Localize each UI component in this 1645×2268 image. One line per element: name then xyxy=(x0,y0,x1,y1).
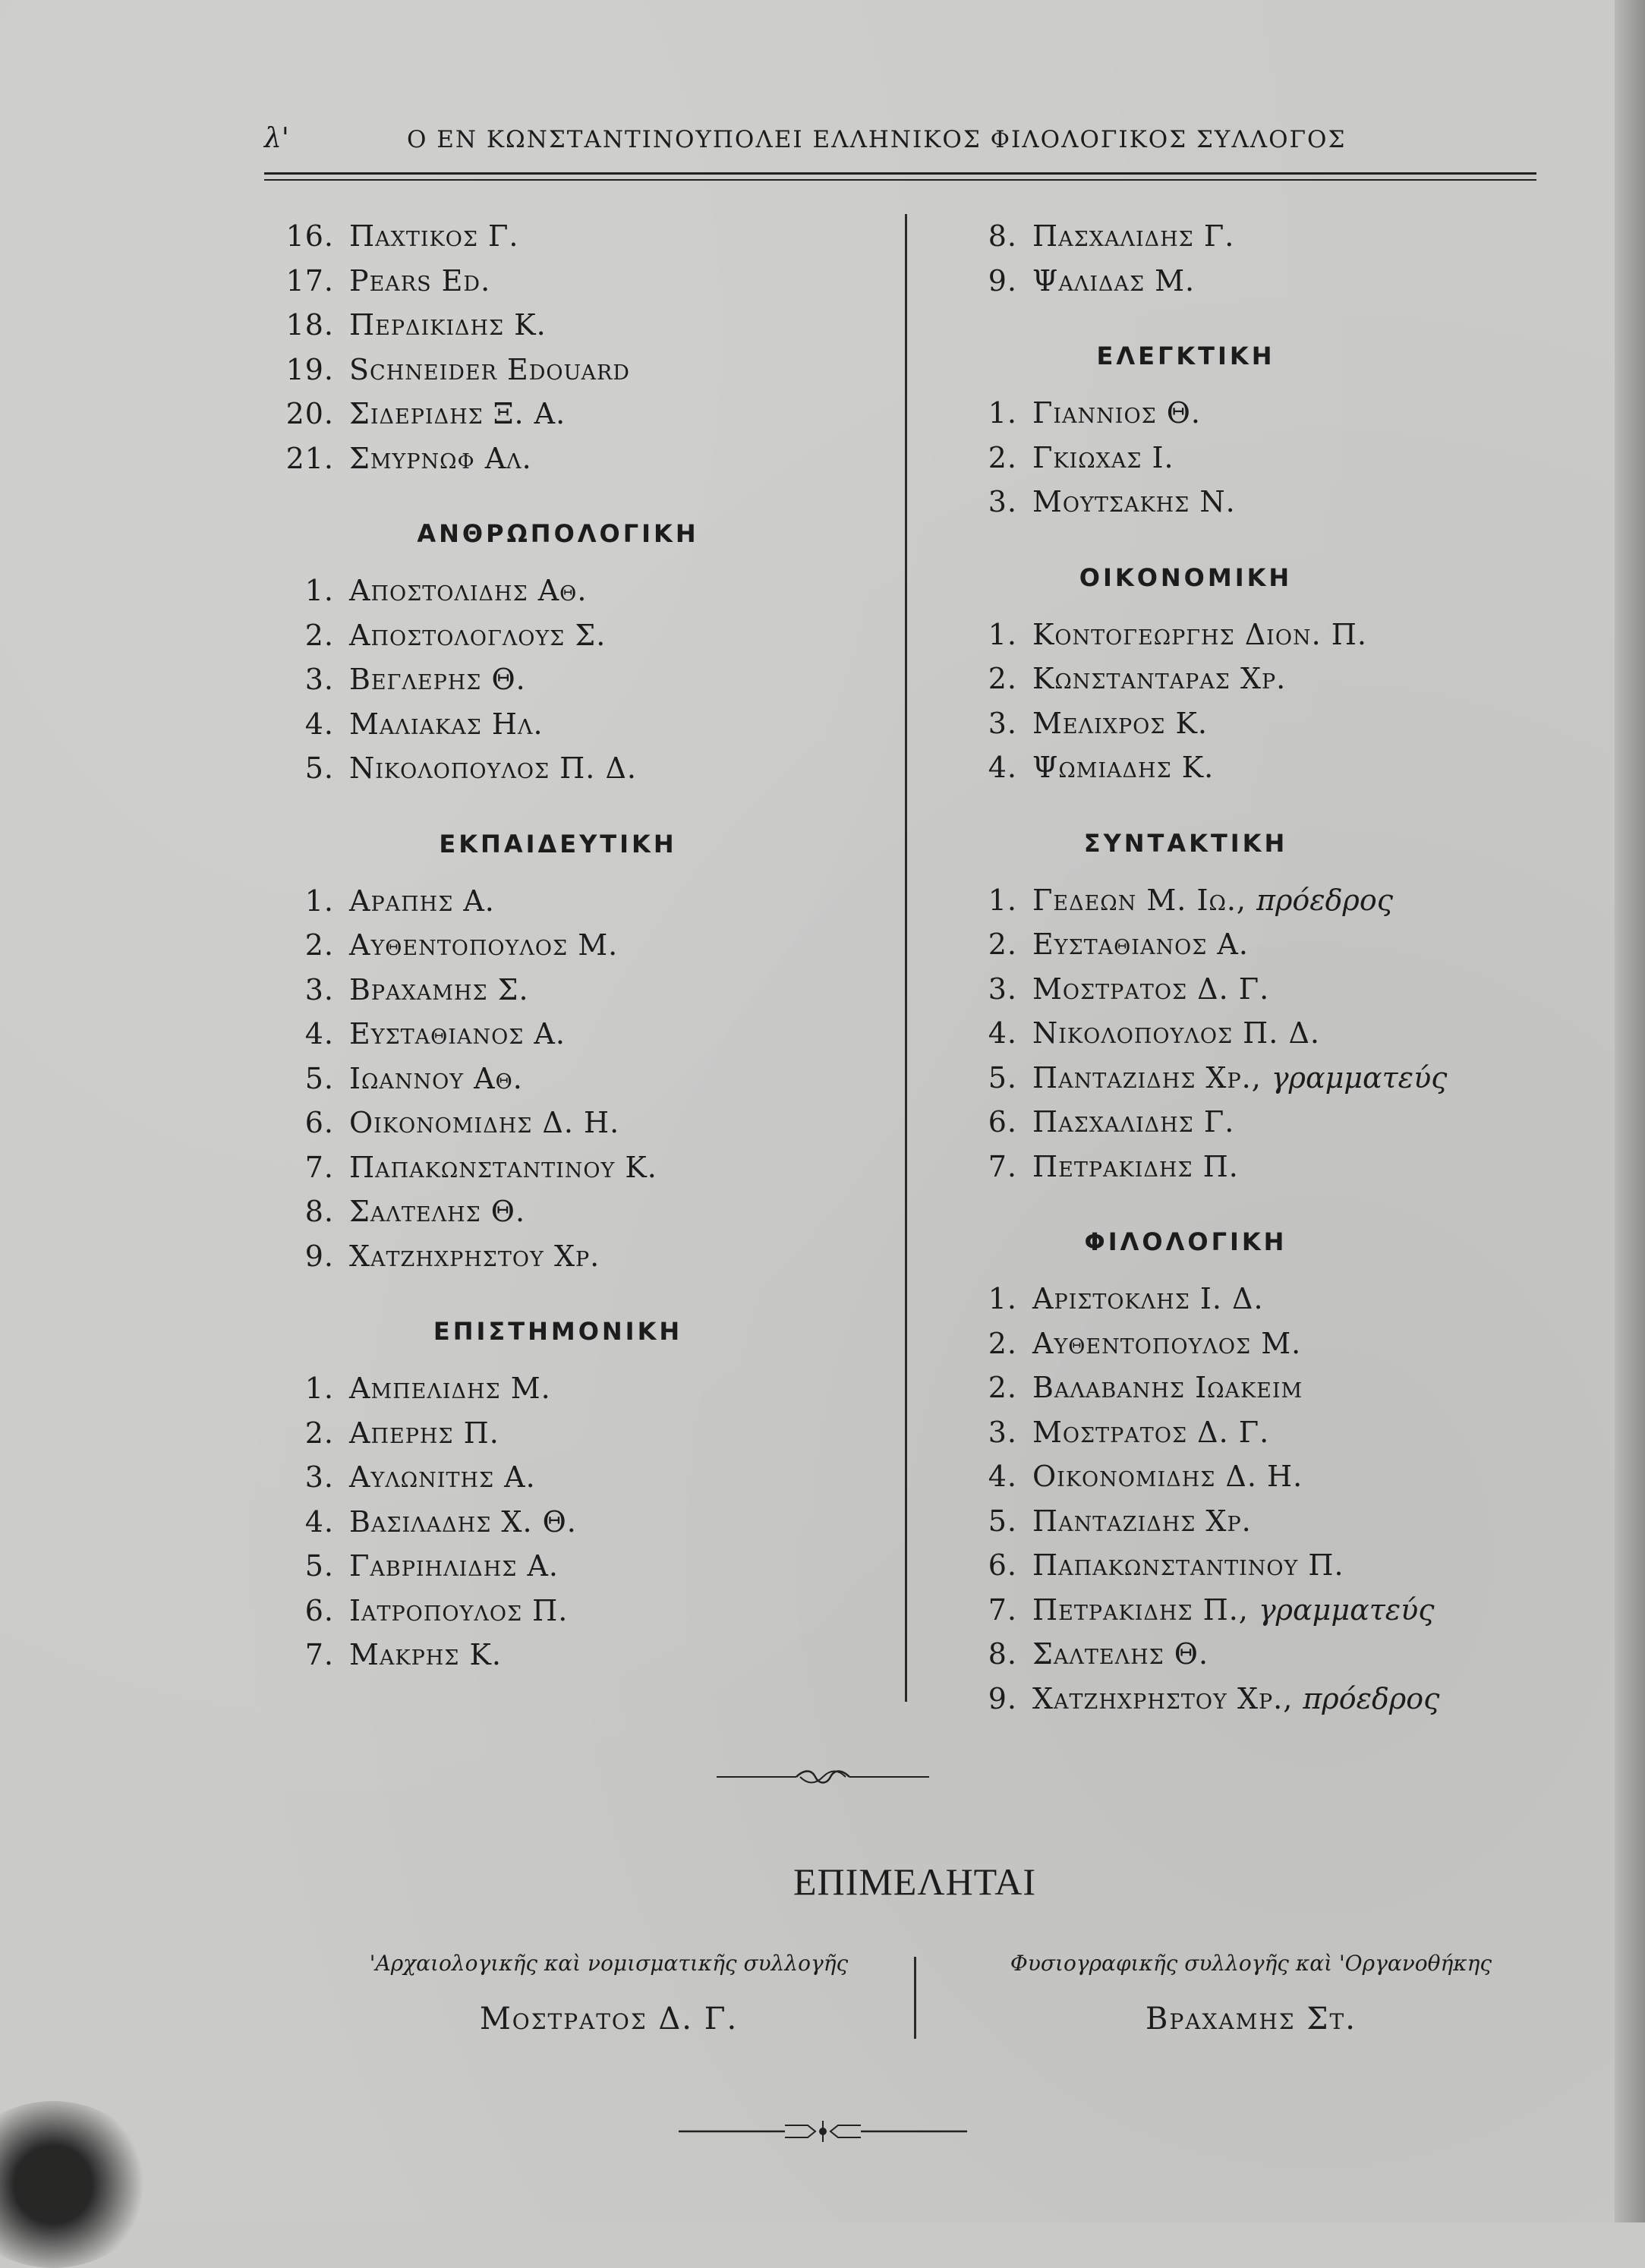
list-item xyxy=(958,1677,1565,1721)
item-number: 1. xyxy=(304,1372,334,1405)
list-item xyxy=(958,745,1565,790)
list-item xyxy=(958,480,1565,524)
item-number: 4. xyxy=(304,707,334,741)
item-number: 21. xyxy=(285,441,334,475)
list-item xyxy=(958,1011,1565,1056)
list-item xyxy=(281,1145,888,1190)
item-number: 4. xyxy=(988,1016,1017,1050)
member-name: Πετρακιδης Π., xyxy=(1032,1592,1249,1627)
member-name: Χατζηχρηστου Χρ., xyxy=(1032,1681,1294,1715)
item-number: 2. xyxy=(988,1371,1017,1404)
member-name: Πασχαλιδης Γ. xyxy=(1032,1105,1235,1139)
list-item xyxy=(281,1455,888,1500)
list-item xyxy=(958,214,1565,259)
item-number: 1. xyxy=(304,574,334,607)
item-number: 1. xyxy=(988,396,1017,430)
member-name: Μαλιακας Ηλ. xyxy=(349,707,544,741)
ornament-divider-top xyxy=(0,1766,1645,1791)
list-item xyxy=(958,878,1565,923)
item-number: 8. xyxy=(304,1195,334,1228)
list-item xyxy=(958,1321,1565,1366)
item-number: 1. xyxy=(988,1282,1017,1315)
member-name: Σαλτελης Θ. xyxy=(349,1195,526,1228)
item-number: 2. xyxy=(304,618,334,652)
list-item xyxy=(958,922,1565,967)
member-name: Πασχαλιδης Γ. xyxy=(1032,219,1235,253)
list-item xyxy=(958,259,1565,304)
member-name: Σιδεριδης Ξ. Α. xyxy=(349,397,566,430)
page-number: λ' xyxy=(264,123,289,154)
list-item xyxy=(281,613,888,658)
item-number: 2. xyxy=(988,440,1017,474)
item-number: 2. xyxy=(988,662,1017,695)
section-title: ΕΚΠΑΙΔΕΥΤΙΚΗ xyxy=(439,829,677,858)
list-item xyxy=(958,1499,1565,1544)
item-number: 2. xyxy=(988,928,1017,961)
item-number: 7. xyxy=(304,1150,334,1184)
item-number: 3. xyxy=(988,972,1017,1006)
member-name: Αποστολιδης Αθ. xyxy=(349,574,588,607)
member-name: Παχτικος Γ. xyxy=(349,219,519,253)
member-name: Πανταζιδης Χρ. xyxy=(1032,1504,1252,1538)
list-item xyxy=(281,1411,888,1456)
header-rule-thick xyxy=(264,172,1536,175)
curators-title: ΕΠΙΜΕΛΗΤΑΙ xyxy=(793,1860,1036,1903)
member-name: Χατζηχρηστου Χρ. xyxy=(349,1239,600,1273)
list-item xyxy=(281,1500,888,1545)
member-name: Ιωαννου Αθ. xyxy=(349,1061,523,1095)
item-number: 5. xyxy=(988,1060,1017,1095)
member-name: Οικονομιδης Δ. Η. xyxy=(1032,1460,1303,1493)
item-number: 4. xyxy=(304,1504,334,1539)
member-name: Οικονομιδης Δ. Η. xyxy=(349,1106,620,1139)
list-item xyxy=(281,1057,888,1101)
curator-left-label: 'Αρχαιολογικῆς καὶ νομισματικῆς συλλογῆς xyxy=(369,1951,849,1976)
member-role: γραμματεύς xyxy=(1258,1592,1435,1627)
item-number: 16. xyxy=(285,219,334,253)
left-column xyxy=(281,214,888,1677)
list-item xyxy=(958,657,1565,701)
section-title: ΣΥΝΤΑΚΤΙΚΗ xyxy=(1083,828,1288,858)
item-number: 5. xyxy=(988,1504,1017,1538)
member-name: Βραχαμης Σ. xyxy=(349,972,529,1006)
list-item xyxy=(958,1588,1565,1633)
item-number: 6. xyxy=(988,1548,1017,1582)
section-title: ΕΠΙΣΤΗΜΟΝΙΚΗ xyxy=(433,1317,683,1346)
item-number: 6. xyxy=(304,1593,334,1627)
member-name: Βασιλαδης Χ. Θ. xyxy=(349,1504,577,1539)
member-name: Πετρακιδης Π. xyxy=(1032,1149,1239,1183)
member-name: Κοντογεωργης Διον. Π. xyxy=(1032,617,1367,651)
list-item xyxy=(281,1101,888,1145)
item-number: 9. xyxy=(988,263,1017,298)
member-name: Μοστρατος Δ. Γ. xyxy=(1032,972,1270,1006)
member-name: Ευσταθιανος Α. xyxy=(349,1017,566,1051)
member-name: Μελιχρος Κ. xyxy=(1032,706,1208,740)
item-number: 3. xyxy=(988,1415,1017,1449)
item-number: 2. xyxy=(304,1416,334,1450)
list-item xyxy=(958,391,1565,436)
item-number: 5. xyxy=(304,1061,334,1095)
list-item xyxy=(281,303,888,348)
list-item xyxy=(281,1633,888,1677)
member-name: Pears Ed. xyxy=(349,263,491,298)
item-number: 19. xyxy=(285,352,334,386)
ornament-icon xyxy=(679,2116,967,2147)
list-item xyxy=(958,1277,1565,1321)
member-name: Μουτσακης Ν. xyxy=(1032,485,1236,518)
item-number: 2. xyxy=(304,928,334,962)
item-number: 4. xyxy=(988,751,1017,784)
member-name: Γαβριηλιδης Α. xyxy=(349,1549,559,1583)
member-name: Αυθεντοπουλος Μ. xyxy=(349,928,619,962)
list-item xyxy=(958,1145,1565,1189)
list-item xyxy=(281,392,888,436)
member-name: Παπακωνσταντινου Π. xyxy=(1032,1548,1344,1582)
item-number: 3. xyxy=(304,1460,334,1494)
curator-left xyxy=(343,1951,874,2036)
member-name: Αραπης Α. xyxy=(349,884,495,918)
member-name: Παπακωνσταντινου Κ. xyxy=(349,1150,657,1184)
member-name: Περδικιδης Κ. xyxy=(349,308,547,342)
curators-divider xyxy=(914,1957,916,2039)
item-number: 3. xyxy=(304,972,334,1006)
member-name: Ιατροπουλος Π. xyxy=(349,1593,569,1627)
member-name: Αποστολογλους Σ. xyxy=(349,618,607,652)
list-item xyxy=(281,436,888,481)
member-name: Σαλτελης Θ. xyxy=(1032,1637,1209,1671)
member-role: πρόεδρος xyxy=(1303,1681,1440,1715)
item-number: 9. xyxy=(304,1239,334,1273)
list-item xyxy=(958,1454,1565,1499)
list-item xyxy=(281,702,888,747)
item-number: 2. xyxy=(988,1326,1017,1360)
item-number: 4. xyxy=(988,1460,1017,1493)
item-number: 1. xyxy=(304,884,334,918)
list-item xyxy=(281,968,888,1013)
curator-right-name: Βραχαμης Στ. xyxy=(1146,2002,1357,2036)
member-name: Ευσταθιανος Α. xyxy=(1032,928,1249,961)
member-name: Μοστρατος Δ. Γ. xyxy=(1032,1415,1270,1449)
member-name: Γκιωχας Ι. xyxy=(1032,440,1174,474)
list-item xyxy=(958,436,1565,480)
header-rule-thin xyxy=(264,179,1536,181)
member-name: Αυλωνιτης Α. xyxy=(349,1460,536,1494)
item-number: 1. xyxy=(988,883,1017,917)
section-title: ΕΛΕΓΚΤΙΚΗ xyxy=(1096,342,1275,370)
member-name: Νικολοπουλος Π. Δ. xyxy=(1032,1016,1320,1050)
member-name: Γιαννιος Θ. xyxy=(1032,396,1201,430)
list-item xyxy=(281,569,888,613)
item-number: 4. xyxy=(304,1017,334,1051)
item-number: 18. xyxy=(285,308,334,342)
member-name: Νικολοπουλος Π. Δ. xyxy=(349,751,637,785)
member-role: πρόεδρος xyxy=(1256,883,1394,917)
list-item xyxy=(281,746,888,791)
member-name: Αριστοκλης Ι. Δ. xyxy=(1032,1282,1264,1315)
member-name: Βεγλερης Θ. xyxy=(349,663,526,696)
list-item xyxy=(958,1366,1565,1410)
section-title: ΑΝΘΡΩΠΟΛΟΓΙΚΗ xyxy=(417,519,699,548)
list-item xyxy=(958,1632,1565,1677)
member-role: γραμματεύς xyxy=(1271,1060,1448,1095)
member-name: Ψαλιδας Μ. xyxy=(1032,263,1196,298)
curator-right-label: Φυσιογραφικῆς συλλογῆς καὶ 'Οργανοθήκης xyxy=(1010,1951,1492,1976)
item-number: 6. xyxy=(988,1105,1017,1139)
list-item xyxy=(281,1189,888,1234)
list-item xyxy=(281,348,888,392)
item-number: 17. xyxy=(285,263,334,298)
list-item xyxy=(958,967,1565,1012)
list-item xyxy=(281,923,888,968)
item-number: 8. xyxy=(988,219,1017,253)
list-item xyxy=(958,1100,1565,1145)
right-column xyxy=(958,214,1565,1721)
item-number: 8. xyxy=(988,1637,1017,1671)
member-name: Πανταζιδης Χρ., xyxy=(1032,1060,1262,1095)
item-number: 5. xyxy=(304,751,334,785)
list-item xyxy=(281,879,888,924)
list-item xyxy=(958,1543,1565,1588)
list-item xyxy=(281,1589,888,1633)
curator-left-name: Μοστρατος Δ. Γ. xyxy=(479,2002,739,2036)
list-item xyxy=(958,613,1565,657)
section-title: ΟΙΚΟΝΟΜΙΚΗ xyxy=(1079,562,1293,592)
list-item xyxy=(958,1056,1565,1101)
member-name: Γεδεων Μ. Ιω., xyxy=(1032,883,1246,917)
item-number: 7. xyxy=(988,1592,1017,1627)
member-name: Schneider Edouard xyxy=(349,352,630,386)
member-name: Ψωμιαδης Κ. xyxy=(1032,751,1215,784)
item-number: 7. xyxy=(988,1149,1017,1183)
list-item xyxy=(281,1366,888,1411)
list-item xyxy=(281,657,888,702)
item-number: 3. xyxy=(988,706,1017,740)
running-title: Ο ΕΝ ΚΩΝΣΤΑΝΤΙΝΟΥΠΟΛΕΙ ΕΛΛΗΝΙΚΟΣ ΦΙΛΟΛΟΓΙΚΟΣ ΣΥΛΛΟΓΟΣ xyxy=(407,126,1347,153)
member-name: Κωνστανταρας Χρ. xyxy=(1032,662,1287,695)
member-name: Μακρης Κ. xyxy=(349,1638,502,1671)
item-number: 3. xyxy=(304,663,334,696)
ornament-divider-bottom xyxy=(0,2116,1645,2150)
member-name: Σμυρνωφ Αλ. xyxy=(349,441,532,475)
column-divider xyxy=(905,214,907,1702)
list-item xyxy=(958,1410,1565,1455)
member-name: Απερης Π. xyxy=(349,1416,499,1450)
member-name: Βαλαβανης Ιωακειμ xyxy=(1032,1371,1303,1404)
list-item xyxy=(281,1234,888,1279)
item-number: 9. xyxy=(988,1681,1017,1715)
item-number: 6. xyxy=(304,1106,334,1139)
list-item xyxy=(281,1012,888,1057)
list-item xyxy=(281,1544,888,1589)
item-number: 5. xyxy=(304,1549,334,1583)
item-number: 7. xyxy=(304,1638,334,1671)
list-item xyxy=(958,701,1565,746)
item-number: 20. xyxy=(285,397,334,430)
list-item xyxy=(281,214,888,259)
section-title: ΦΙΛΟΛΟΓΙΚΗ xyxy=(1084,1227,1287,1256)
curator-right xyxy=(963,1951,1539,2036)
list-item xyxy=(281,259,888,304)
ornament-icon xyxy=(717,1766,929,1788)
item-number: 1. xyxy=(988,617,1017,651)
member-name: Αμπελιδης Μ. xyxy=(349,1372,551,1405)
page-header xyxy=(264,123,1539,158)
item-number: 3. xyxy=(988,485,1017,518)
member-name: Αυθεντοπουλος Μ. xyxy=(1032,1326,1302,1360)
